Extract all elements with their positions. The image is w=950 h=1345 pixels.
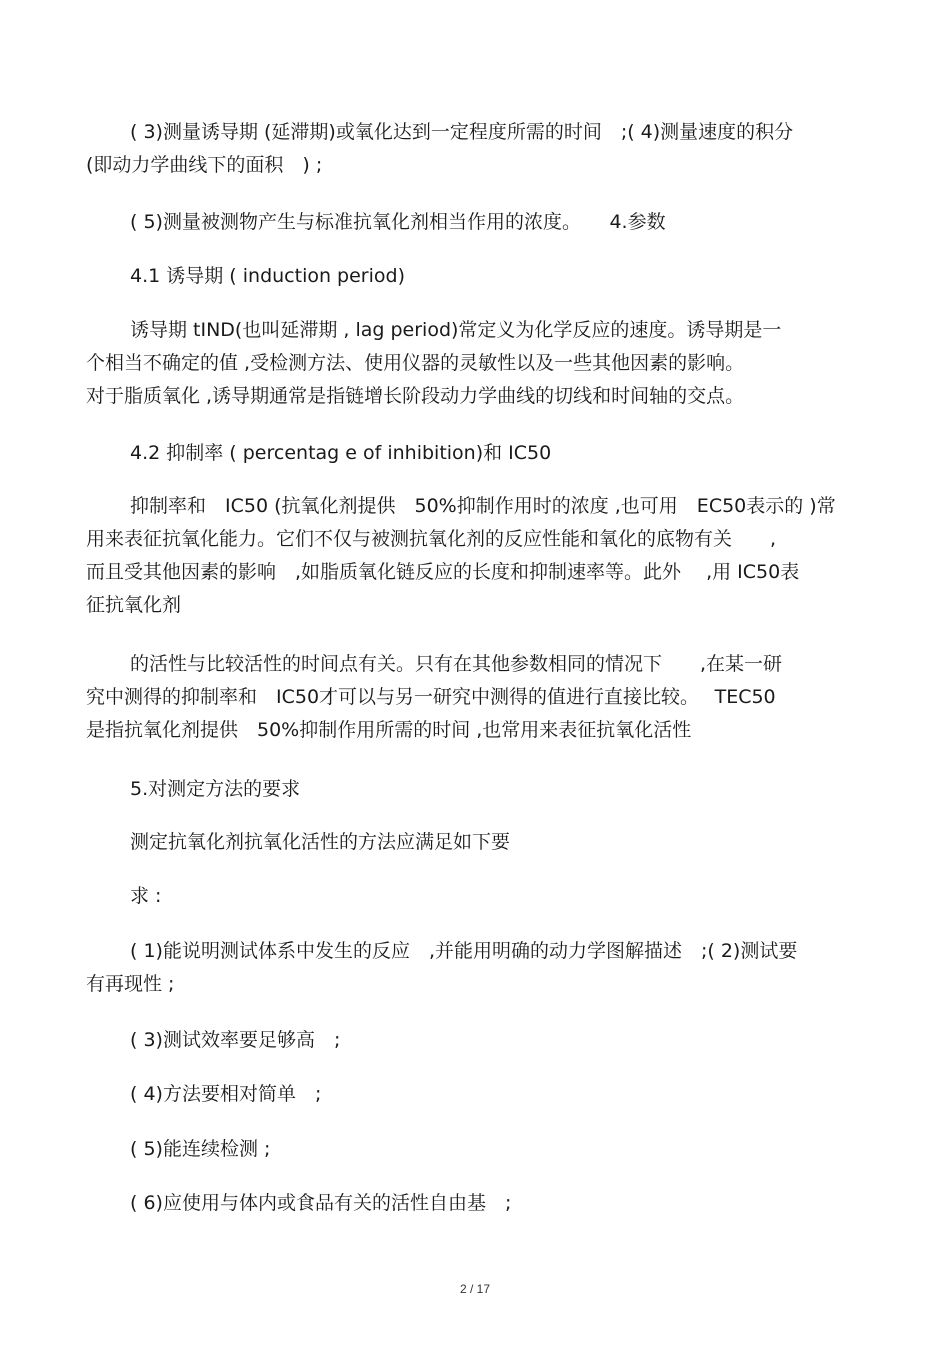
text-line: 是指抗氧化剂提供 50%抑制作用所需的时间 ,也常用来表征抗氧化活性 bbox=[86, 719, 692, 741]
heading-text: 4.2 抑制率 ( percentag e of inhibition)和 IC50 bbox=[130, 442, 552, 464]
text-line: 究中测得的抑制率和 IC50才可以与另一研究中测得的值进行直接比较。 TEC50 bbox=[86, 686, 776, 708]
page-number: 2 / 17 bbox=[459, 1282, 491, 1296]
text-line: 诱导期 tIND(也叫延滞期 , lag period)常定义为化学反应的速度。诱导期是一 bbox=[130, 319, 782, 341]
text-line: ( 3)测量诱导期 (延滞期)或氧化达到一定程度所需的时间 ;( 4)测量速度的积分 bbox=[130, 121, 794, 143]
text-line: ( 5)测量被测物产生与标准抗氧化剂相当作用的浓度。 4.参数 bbox=[130, 211, 666, 233]
text-line: ( 6)应使用与体内或食品有关的活性自由基 ; bbox=[130, 1192, 512, 1214]
text-line: (即动力学曲线下的面积 ) ; bbox=[86, 154, 323, 176]
text-line: 个相当不确定的值 ,受检测方法、使用仪器的灵敏性以及一些其他因素的影响。 bbox=[86, 352, 745, 374]
section-heading-inhibition-ic50 bbox=[0, 437, 950, 470]
text-line: 求 : bbox=[130, 885, 162, 907]
text-line: ( 3)测试效率要足够高 ; bbox=[130, 1029, 341, 1051]
text-line: 抑制率和 IC50 (抗氧化剂提供 50%抑制作用时的浓度 ,也可用 EC50表示的 )常 bbox=[130, 495, 836, 517]
paragraph-requirements-intro-cont bbox=[0, 880, 950, 913]
paragraph-inhibition-ic50 bbox=[0, 490, 950, 622]
text-line: 测定抗氧化剂抗氧化活性的方法应满足如下要 bbox=[130, 831, 511, 853]
text-line: 对于脂质氧化 ,诱导期通常是指链增长阶段动力学曲线的切线和时间轴的交点。 bbox=[86, 385, 745, 407]
text-line: 用来表征抗氧化能力。它们不仅与被测抗氧化剂的反应性能和氧化的底物有关 , bbox=[86, 528, 777, 550]
text-line: 有再现性 ; bbox=[86, 973, 175, 995]
section-heading-induction-period bbox=[0, 260, 950, 293]
text-line: ( 5)能连续检测 ; bbox=[130, 1138, 271, 1160]
section-heading-method-requirements bbox=[0, 773, 950, 806]
text-line: 的活性与比较活性的时间点有关。只有在其他参数相同的情况下 ,在某一研 bbox=[130, 653, 783, 675]
heading-text: 5.对测定方法的要求 bbox=[130, 778, 301, 800]
requirement-5 bbox=[0, 1133, 950, 1166]
paragraph-methods-3-4 bbox=[0, 116, 950, 182]
paragraph-induction-period bbox=[0, 314, 950, 413]
text-line: 征抗氧化剂 bbox=[86, 594, 182, 616]
requirement-3 bbox=[0, 1024, 950, 1057]
text-line: 而且受其他因素的影响 ,如脂质氧化链反应的长度和抑制速率等。此外 ,用 IC50表 bbox=[86, 561, 800, 583]
requirement-1-2 bbox=[0, 935, 950, 1001]
text-line: ( 1)能说明测试体系中发生的反应 ,并能用明确的动力学图解描述 ;( 2)测试要 bbox=[130, 940, 798, 962]
paragraph-methods-5 bbox=[0, 206, 950, 239]
paragraph-requirements-intro bbox=[0, 826, 950, 859]
paragraph-activity-comparison bbox=[0, 648, 950, 747]
heading-text: 4.1 诱导期 ( induction period) bbox=[130, 265, 405, 287]
requirement-4 bbox=[0, 1078, 950, 1111]
requirement-6 bbox=[0, 1187, 950, 1220]
text-line: ( 4)方法要相对简单 ; bbox=[130, 1083, 322, 1105]
